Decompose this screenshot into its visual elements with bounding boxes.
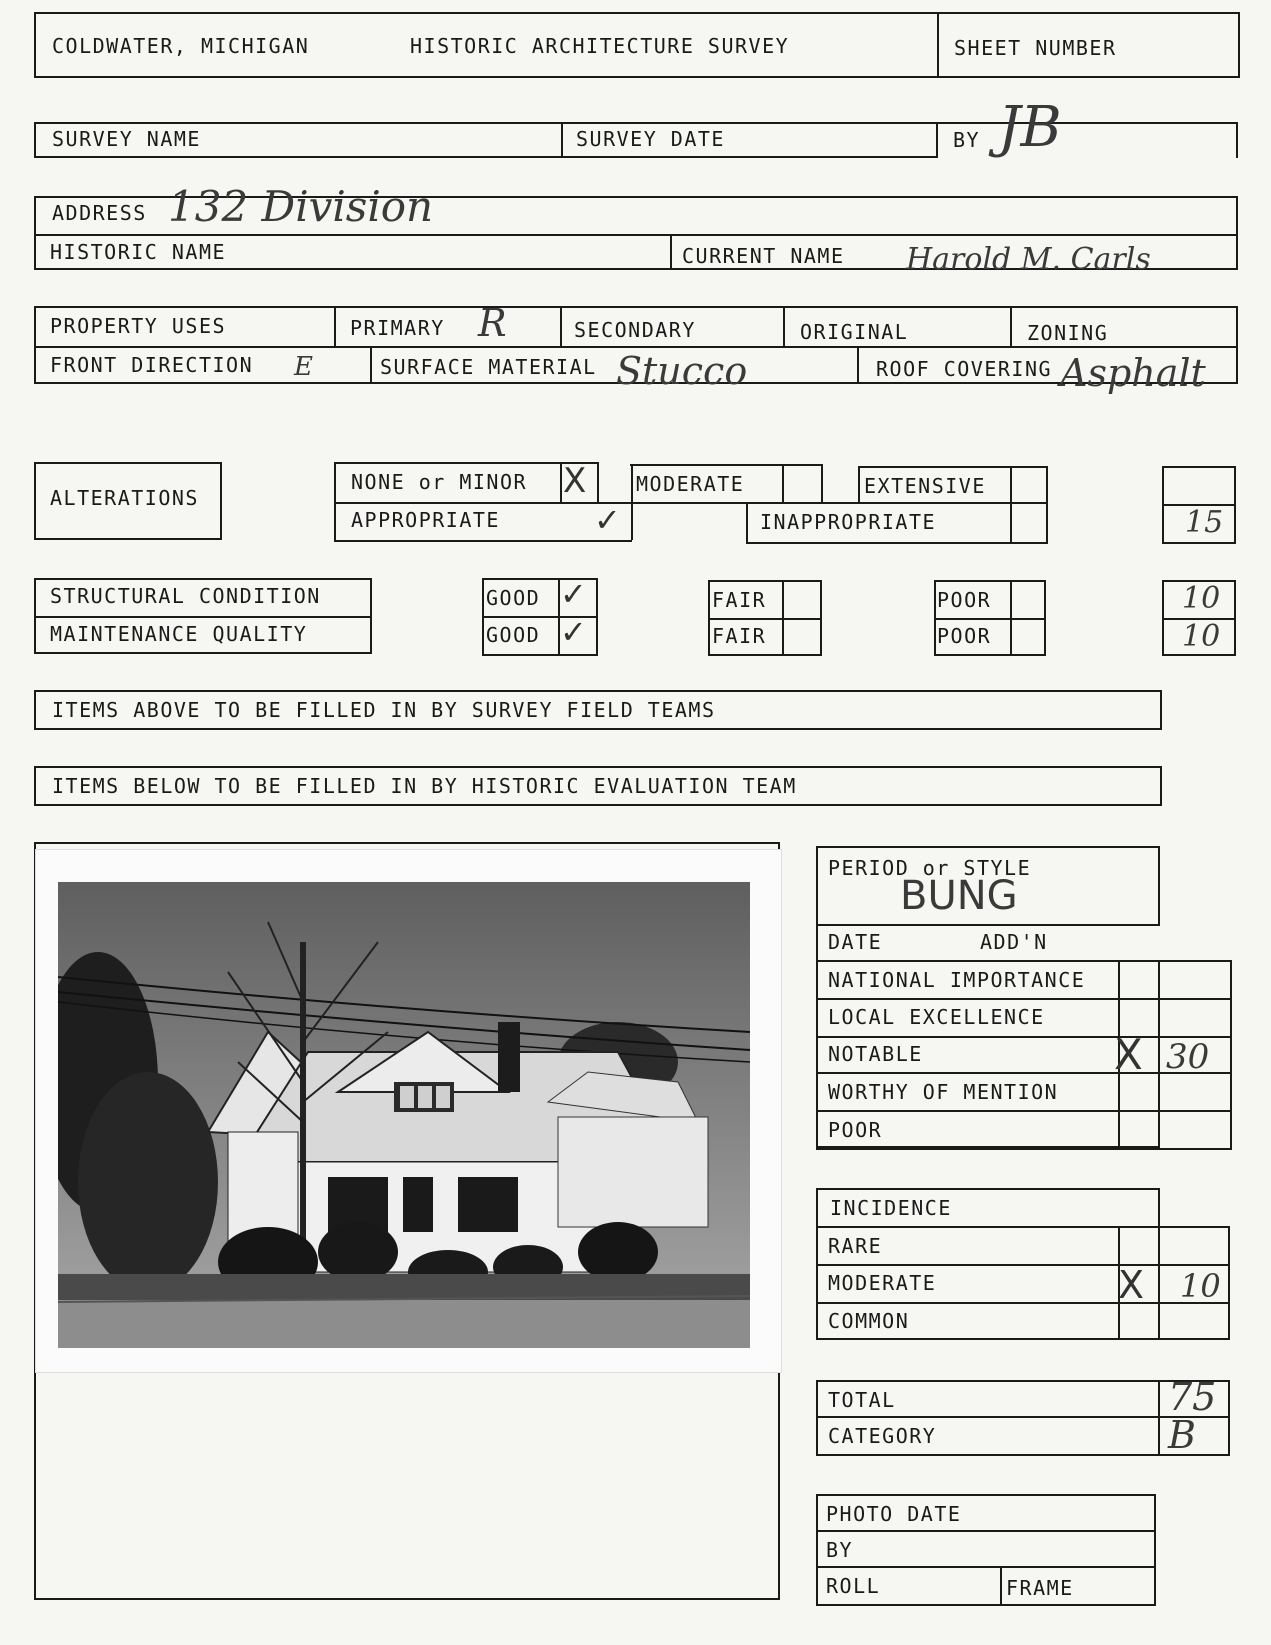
sheet-number-label: SHEET NUMBER	[954, 36, 1117, 60]
current-name-value: Harold M. Carls	[906, 242, 1151, 277]
structural-label: STRUCTURAL CONDITION	[50, 584, 321, 608]
roof-covering-value: Asphalt	[1060, 351, 1206, 395]
alt-div-5	[821, 464, 823, 502]
property-div-3	[783, 306, 785, 346]
survey-row-bottom	[34, 156, 938, 158]
none-minor-mark: X	[563, 461, 587, 501]
inc-moderate-mark: X	[1118, 1263, 1145, 1307]
frame-label: FRAME	[1006, 1576, 1074, 1600]
eval-poor-label: POOR	[828, 1118, 883, 1142]
alt-right-edge	[1046, 466, 1048, 542]
notable-label: NOTABLE	[828, 1042, 923, 1066]
alt-left-edge	[334, 462, 336, 542]
national-label: NATIONAL IMPORTANCE	[828, 968, 1086, 992]
alt-div-7	[746, 502, 748, 542]
roof-covering-label: ROOF COVERING	[876, 357, 1053, 381]
survey-title: HISTORIC ARCHITECTURE SURVEY	[410, 34, 790, 58]
eval-div-2	[1158, 960, 1160, 1148]
photo-date-label: PHOTO DATE	[826, 1502, 962, 1526]
appropriate-mark: ✓	[594, 501, 621, 539]
poor-label-2: POOR	[937, 624, 992, 648]
roll-label: ROLL	[826, 1574, 881, 1598]
property-div-6	[857, 346, 859, 384]
totals-div	[1158, 1380, 1160, 1456]
notable-mark: X	[1114, 1030, 1143, 1079]
alterations-label: ALTERATIONS	[50, 486, 199, 510]
inc-moderate-score: 10	[1180, 1267, 1221, 1305]
inc-line-1	[816, 1264, 1230, 1266]
inc-moderate-label: MODERATE	[828, 1271, 937, 1295]
eval-line-1	[816, 960, 1232, 962]
structural-mark: ✓	[560, 575, 587, 613]
alt-row1-top-b	[630, 464, 822, 466]
inappropriate-label: INAPPROPRIATE	[760, 510, 937, 534]
category-label: CATEGORY	[828, 1424, 937, 1448]
poor-mid	[934, 618, 1046, 620]
surface-material-value: Stucco	[616, 349, 748, 393]
address-value: 132 Division	[168, 182, 434, 231]
property-div-5	[370, 346, 372, 384]
poor-div	[1010, 580, 1012, 656]
maintenance-score: 10	[1182, 619, 1221, 654]
photo-panel-bottom	[34, 1598, 780, 1600]
alt-div-3	[631, 464, 633, 540]
appropriate-label: APPROPRIATE	[351, 508, 500, 532]
address-label: ADDRESS	[52, 201, 147, 225]
eval-line-6	[816, 1148, 1232, 1150]
header-divider	[937, 12, 939, 78]
survey-divider-1	[561, 122, 563, 158]
maintenance-mark: ✓	[560, 613, 587, 651]
secondary-label: SECONDARY	[574, 318, 696, 342]
moderate-label: MODERATE	[636, 472, 745, 496]
alt-div-2	[597, 462, 599, 502]
property-mid-line	[34, 346, 1238, 348]
property-div-1	[334, 306, 336, 346]
alt-row2-bottom-a	[334, 540, 632, 542]
survey-by-label: BY	[953, 128, 981, 152]
alt-div-4	[782, 464, 784, 502]
inc-div-2	[1158, 1226, 1160, 1340]
photo-info-line-1	[816, 1530, 1156, 1532]
surface-material-label: SURFACE MATERIAL	[380, 355, 597, 379]
fair-label-2: FAIR	[712, 624, 767, 648]
total-label: TOTAL	[828, 1388, 896, 1412]
alt-div-8	[1010, 466, 1012, 542]
extensive-label: EXTENSIVE	[864, 474, 986, 498]
local-label: LOCAL EXCELLENCE	[828, 1005, 1045, 1029]
category-value: B	[1168, 1413, 1196, 1457]
property-uses-label: PROPERTY USES	[50, 314, 227, 338]
none-minor-label: NONE or MINOR	[351, 470, 528, 494]
survey-name-label: SURVEY NAME	[52, 127, 201, 151]
city-label: COLDWATER, MICHIGAN	[52, 34, 310, 58]
property-div-2	[560, 306, 562, 346]
zoning-label: ZONING	[1027, 321, 1109, 345]
good-label-1: GOOD	[486, 586, 541, 610]
photo-panel-top	[34, 842, 780, 844]
maintenance-label: MAINTENANCE QUALITY	[50, 622, 308, 646]
front-direction-label: FRONT DIRECTION	[50, 353, 254, 377]
poor-label-1: POOR	[937, 588, 992, 612]
period-label: PERIOD or STYLE	[828, 856, 1032, 880]
survey-by-value: JB	[998, 95, 1062, 160]
total-value: 75	[1168, 1375, 1217, 1419]
period-value: BUNG	[900, 873, 1018, 919]
survey-date-label: SURVEY DATE	[576, 127, 725, 151]
primary-label: PRIMARY	[350, 316, 445, 340]
eval-line-2	[816, 998, 1232, 1000]
alt-div-6	[858, 466, 860, 502]
alt-mid-line	[334, 502, 1048, 504]
condition-label-mid	[34, 616, 372, 618]
worthy-label: WORTHY OF MENTION	[828, 1080, 1059, 1104]
house-photo	[58, 882, 750, 1348]
eval-right-edge	[1230, 960, 1232, 1148]
eval-line-5	[816, 1110, 1232, 1112]
fair-mid	[708, 618, 822, 620]
common-label: COMMON	[828, 1309, 910, 1333]
fair-div	[782, 580, 784, 656]
rare-label: RARE	[828, 1234, 883, 1258]
photo-info-div	[1000, 1566, 1002, 1606]
survey-left-edge	[34, 122, 36, 158]
original-label: ORIGINAL	[800, 320, 909, 344]
structural-score: 10	[1182, 581, 1221, 616]
alterations-score: 15	[1185, 505, 1224, 540]
historic-name-label: HISTORIC NAME	[50, 240, 227, 264]
note-below: ITEMS BELOW TO BE FILLED IN BY HISTORIC EVALUATION TEAM	[52, 774, 797, 798]
photo-info-line-2	[816, 1566, 1156, 1568]
good-label-2: GOOD	[486, 623, 541, 647]
alt-row1-top-c	[858, 466, 1048, 468]
alt-div-1	[560, 462, 562, 502]
survey-divider-2	[936, 122, 938, 158]
photo-by-label: BY	[826, 1538, 854, 1562]
incidence-label: INCIDENCE	[830, 1196, 952, 1220]
fair-label-1: FAIR	[712, 588, 767, 612]
survey-right-edge	[1236, 122, 1238, 158]
addn-label: ADD'N	[980, 930, 1048, 954]
alt-row2-bottom-b	[746, 542, 1048, 544]
address-divider	[670, 234, 672, 270]
alt-row1-top-a	[334, 462, 598, 464]
note-above: ITEMS ABOVE TO BE FILLED IN BY SURVEY FIELD TEAMS	[52, 698, 716, 722]
current-name-label: CURRENT NAME	[682, 244, 845, 268]
front-direction-value: E	[294, 352, 313, 382]
notable-score: 30	[1166, 1037, 1210, 1077]
property-div-4	[1010, 306, 1012, 346]
inc-line-2	[816, 1302, 1230, 1304]
date-label: DATE	[828, 930, 883, 954]
primary-value: R	[478, 301, 507, 345]
address-mid-line	[34, 234, 1238, 236]
